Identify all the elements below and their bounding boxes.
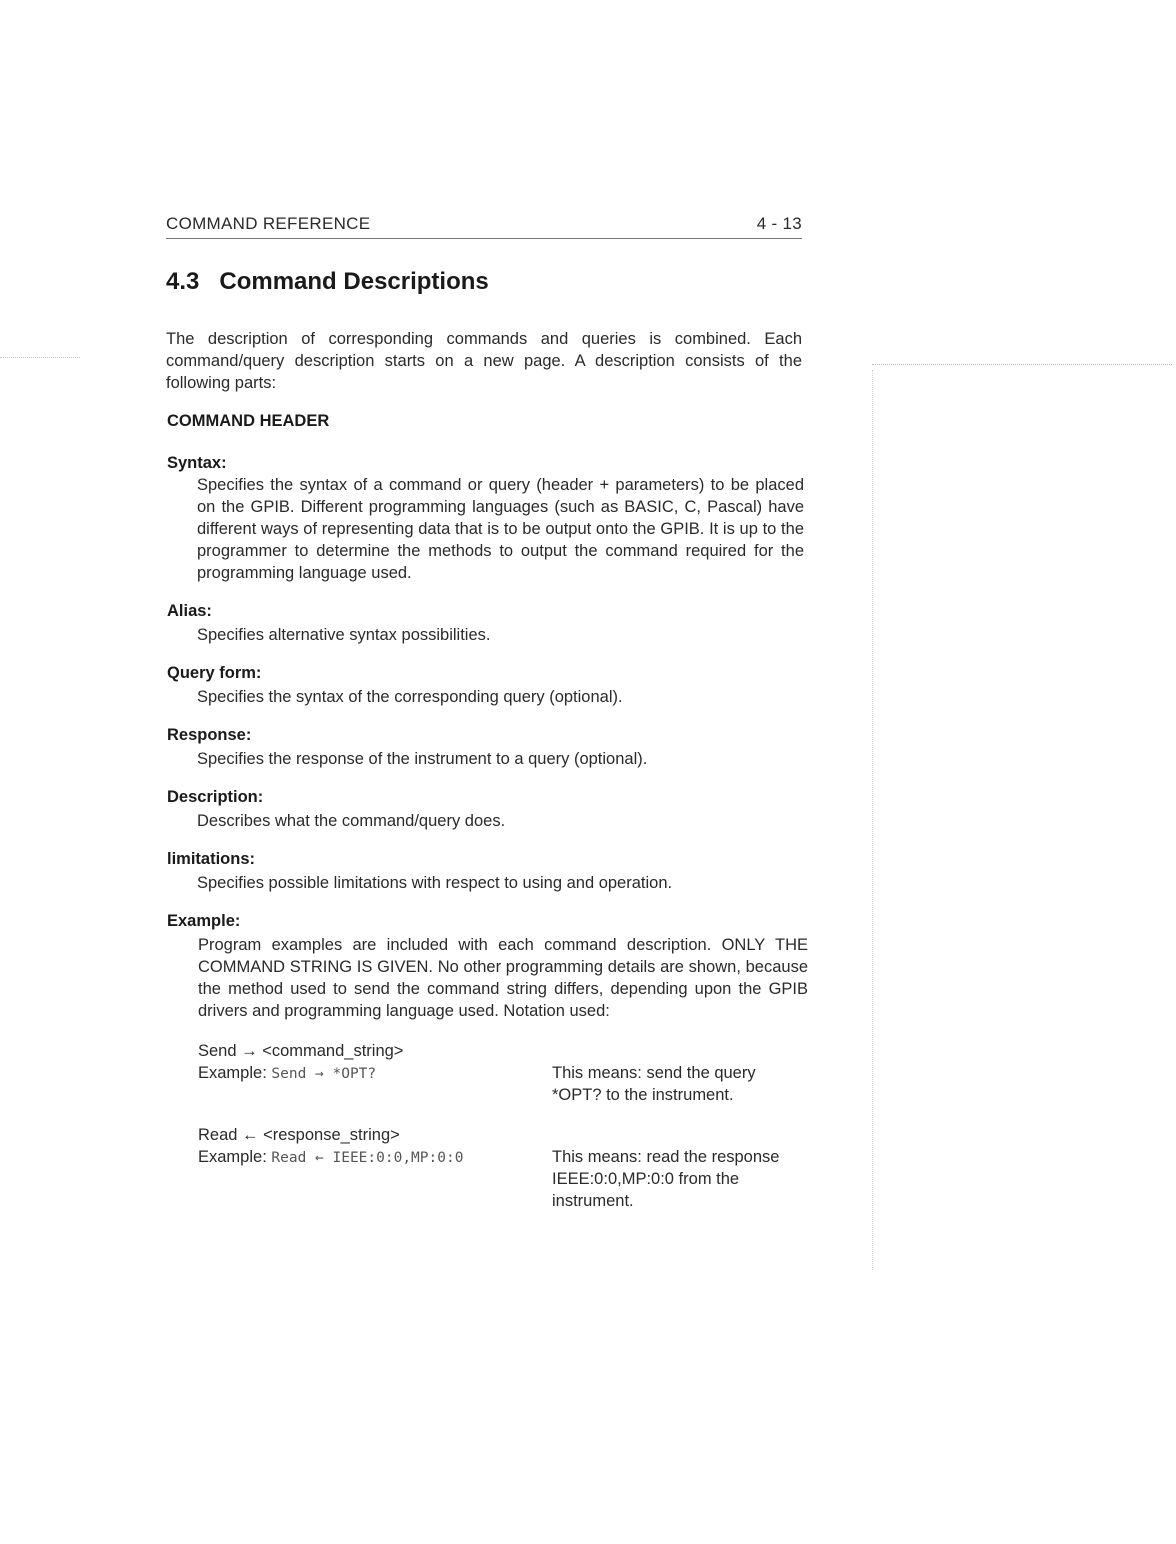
section-number: 4.3 [166, 268, 200, 295]
scan-artifact [872, 370, 873, 1270]
page-number: 4 - 13 [756, 214, 802, 233]
read-meaning-line: This means: read the response [552, 1148, 780, 1166]
description-text: Describes what the command/query does. [197, 812, 506, 830]
section-title [166, 268, 489, 296]
send-example-code: Send → *OPT? [271, 1066, 377, 1082]
alias-text: Specifies alternative syntax possibilities. [197, 626, 491, 644]
send-meaning-line: This means: send the query [552, 1064, 756, 1082]
running-title: COMMAND REFERENCE [166, 214, 371, 233]
response-heading: Response: [167, 726, 252, 744]
read-example-code: Read ← IEEE:0:0,MP:0:0 [271, 1150, 464, 1166]
query-form-text: Specifies the syntax of the corresponding query (optional). [197, 688, 623, 706]
limitations-text: Specifies possible limitations with respect to using and operation. [197, 874, 673, 892]
read-meaning-line: IEEE:0:0,MP:0:0 from the [552, 1170, 740, 1188]
scan-artifact [872, 364, 1172, 365]
send-meaning [552, 1062, 812, 1106]
read-meaning [552, 1146, 812, 1212]
scan-artifact [0, 357, 80, 358]
response-text: Specifies the response of the instrument to a query (optional). [197, 750, 648, 768]
read-example-label: Example: [198, 1148, 272, 1166]
command-header-heading: COMMAND HEADER [167, 412, 330, 430]
syntax-heading: Syntax: [167, 454, 227, 472]
page-header [166, 212, 802, 239]
section-heading: Command Descriptions [219, 268, 489, 295]
send-example [198, 1062, 376, 1085]
read-example [198, 1146, 463, 1169]
alias-heading: Alias: [167, 602, 212, 620]
read-meaning-line: instrument. [552, 1192, 634, 1210]
syntax-text: Specifies the syntax of a command or query (header + parameters) to be placed on the GPIB. Different programming languages (such as BASIC, C, Pascal) have different ways of representing data that is to be output onto the GPIB. It is up to the programmer to determine the methods to output the command required for the programming language used. [197, 476, 804, 582]
query-form-heading: Query form: [167, 664, 262, 682]
send-example-label: Example: [198, 1064, 272, 1082]
intro-paragraph: The description of corresponding commands and queries is combined. Each command/query description starts on a new page. A description consists of the following parts: [166, 330, 802, 392]
example-text: Program examples are included with each command description. ONLY THE COMMAND STRING IS GIVEN. No other programming details are shown, because the method used to send the command string differs, depending upon the GPIB drivers and programming language used. Notation used: [198, 936, 808, 1020]
send-meaning-line: *OPT? to the instrument. [552, 1086, 734, 1104]
example-heading: Example: [167, 912, 241, 930]
description-heading: Description: [167, 788, 264, 806]
limitations-heading: limitations: [167, 850, 256, 868]
send-notation: Send → <command_string> [198, 1042, 404, 1060]
read-notation: Read ← <response_string> [198, 1126, 400, 1144]
